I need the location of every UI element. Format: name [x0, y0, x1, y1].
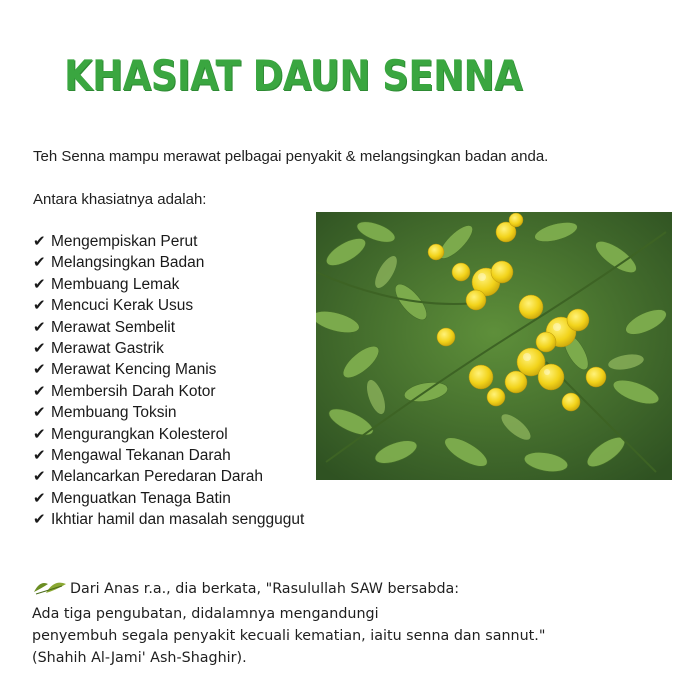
list-item: ✔ Mengurangkan Kolesterol: [33, 425, 228, 443]
list-item: ✔ Merawat Sembelit: [33, 318, 176, 336]
list-item: ✔ Ikhtiar hamil dan masalah senggugut: [33, 511, 305, 529]
check-icon: ✔: [33, 489, 46, 507]
check-icon: ✔: [33, 382, 46, 400]
list-item: ✔ Merawat Gastrik: [33, 339, 164, 357]
check-icon: ✔: [33, 254, 46, 272]
list-item: ✔ Mencuci Kerak Usus: [33, 297, 194, 315]
quote-line-2: Ada tiga pengubatan, didalamnya mengandungi: [32, 606, 379, 622]
list-item: ✔ Melancarkan Peredaran Darah: [33, 468, 263, 486]
list-item: ✔ Merawat Kencing Manis: [33, 361, 217, 379]
list-heading: Antara khasiatnya adalah:: [33, 191, 207, 208]
check-icon: ✔: [33, 425, 46, 443]
check-icon: ✔: [33, 511, 46, 529]
check-icon: ✔: [33, 404, 46, 422]
list-item: ✔ Menguatkan Tenaga Batin: [33, 489, 231, 507]
senna-plant-photo: [316, 212, 672, 480]
leaf-icon: [32, 580, 68, 603]
check-icon: ✔: [33, 275, 46, 293]
check-icon: ✔: [33, 233, 46, 250]
check-icon: ✔: [33, 468, 46, 486]
list-item: ✔ Membersih Darah Kotor: [33, 382, 216, 400]
list-item: ✔ Melangsingkan Badan: [33, 254, 205, 272]
quote-line-1: Dari Anas r.a., dia berkata, "Rasulullah SAW bersabda:: [70, 581, 460, 597]
check-icon: ✔: [33, 318, 46, 336]
quote-source: (Shahih Al-Jami' Ash-Shaghir).: [32, 650, 247, 666]
benefits-list: [33, 231, 304, 530]
list-item: ✔ Mengawal Tekanan Darah: [33, 446, 231, 464]
check-icon: ✔: [33, 339, 46, 357]
quote-line-3: penyembuh segala penyakit kecuali kematian, iaitu senna dan sannut.": [32, 628, 546, 644]
list-item: ✔ Mengempiskan Perut: [33, 233, 198, 250]
check-icon: ✔: [33, 297, 46, 315]
list-item: ✔ Membuang Toksin: [33, 404, 177, 422]
list-item: ✔ Membuang Lemak: [33, 275, 180, 293]
hadith-quote: [32, 578, 545, 669]
check-icon: ✔: [33, 446, 46, 464]
page-title: KHASIAT DAUN SENNA: [64, 52, 523, 101]
intro-text: Teh Senna mampu merawat pelbagai penyakit & melangsingkan badan anda.: [33, 148, 549, 165]
check-icon: ✔: [33, 361, 46, 379]
